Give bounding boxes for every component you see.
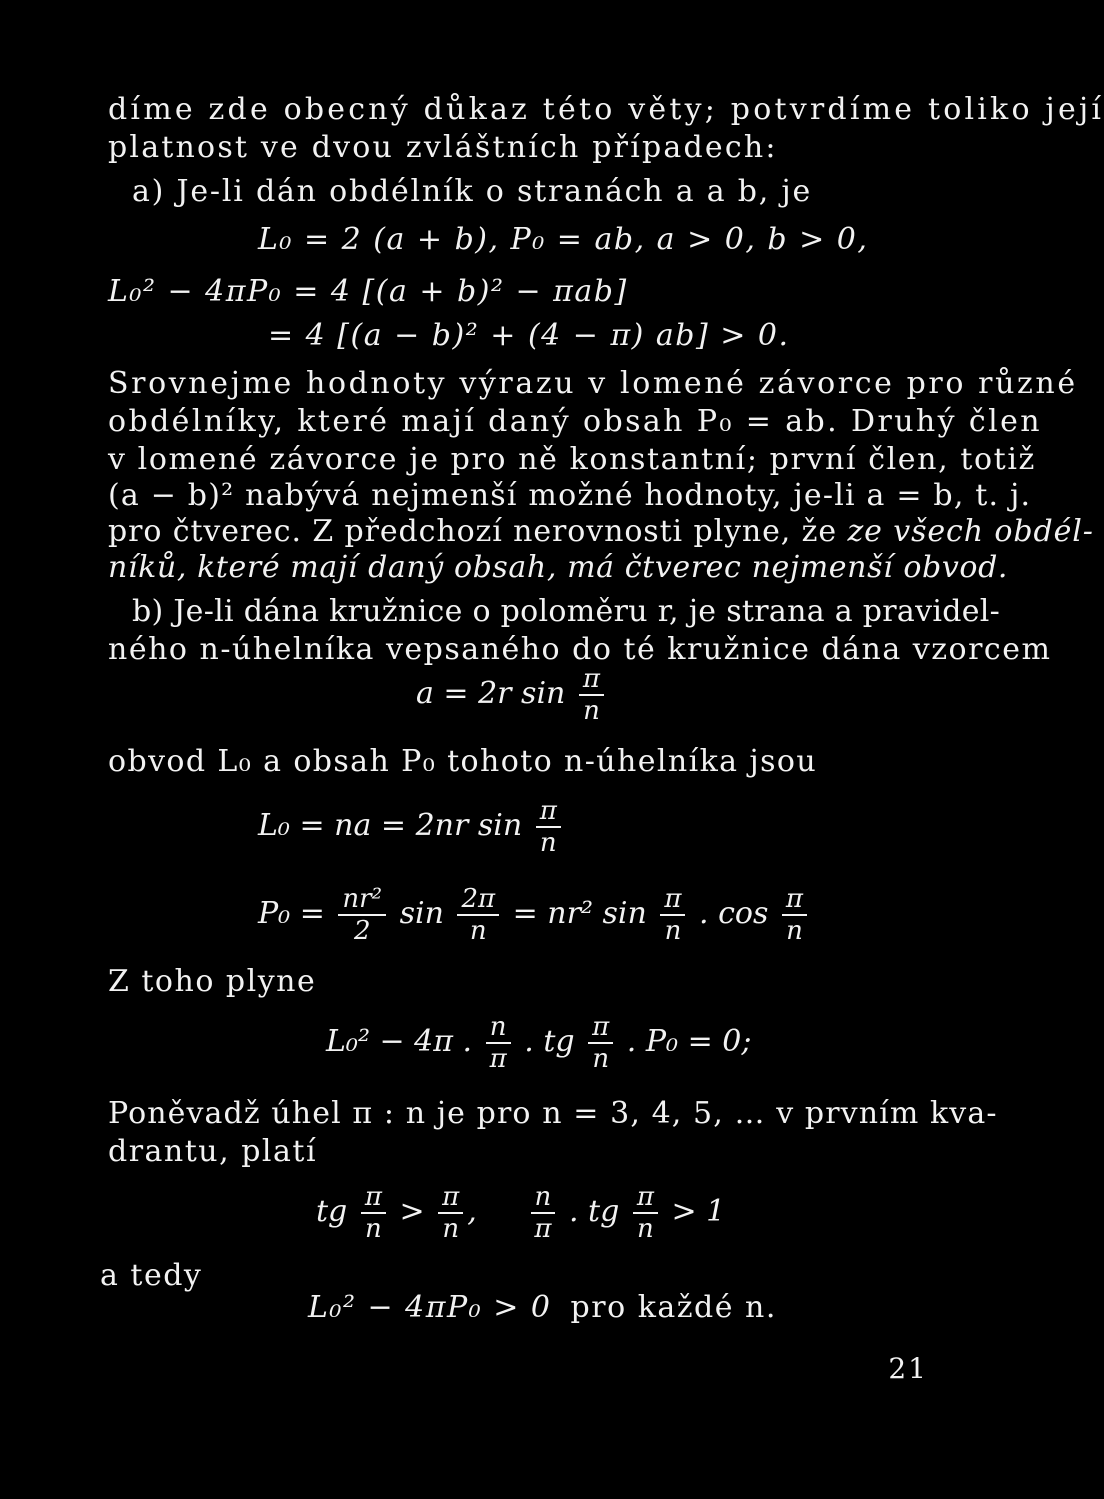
fraction-pi-over-n: $\frac{\pi}{n}$ (633, 1182, 658, 1244)
equation-relation (326, 1012, 751, 1074)
fraction-pi-over-n: $\frac{\pi}{n}$ (536, 796, 561, 858)
fraction-pi-over-n: $\frac{\pi}{n}$ (579, 664, 604, 726)
equation-isoperimetric-2: = 4 [(a − b)² + (4 − π) ab] > 0. (268, 318, 790, 353)
text-line-2: platnost ve dvou zvláštních případech: (108, 130, 778, 165)
equation-inequality (316, 1182, 725, 1244)
eq-side-lhs: a = 2r sin (416, 676, 566, 711)
eq-ineq-tg: tg (316, 1194, 348, 1229)
text-line-8-emphasis: ze všech obdél- (847, 514, 1094, 549)
text-line-3: a) Je-li dán obdélník o stranách a a b, je (132, 174, 813, 209)
text-line-12: obvod L₀ a obsah P₀ tohoto n-úhelníka jsou (108, 744, 818, 779)
text-line-8 (108, 514, 1094, 550)
text-line-11: ného n-úhelníka vepsaného do té kružnice dána vzorcem (108, 632, 1052, 667)
text-line-6: v lomené závorce je pro ně konstantní; první člen, totiž (108, 442, 1036, 477)
eq-ineq-tg2: . tg (568, 1194, 620, 1229)
fraction-pi-over-n: $\frac{\pi}{n}$ (361, 1182, 386, 1244)
fraction-pi-over-n: $\frac{\pi}{n}$ (782, 884, 807, 946)
text-line-9: níků, které mají daný obsah, má čtverec nejmenší obvod. (108, 550, 1009, 585)
eq-ineq-comma: , (467, 1194, 477, 1229)
fraction-pi-over-n: $\frac{\pi}{n}$ (438, 1182, 463, 1244)
fraction-2pi-over-n: $\frac{2\pi}{n}$ (457, 884, 499, 946)
text-line-10: b) Je-li dána kružnice o poloměru r, je strana a pravidel- (132, 594, 1001, 629)
equation-side-length (416, 664, 608, 726)
text-line-13: Z toho plyne (108, 964, 317, 999)
text-line-1: díme zde obecný důkaz této věty; potvrdíme toliko její (108, 92, 1104, 127)
eq-area-eq: = nr² sin (512, 896, 647, 931)
fraction-pi-over-n: $\frac{\pi}{n}$ (588, 1012, 613, 1074)
equation-rectangle-def: L₀ = 2 (a + b), P₀ = ab, a > 0, b > 0, (258, 222, 869, 257)
fraction-n-over-pi: $\frac{n}{\pi}$ (486, 1012, 511, 1074)
text-line-4: Srovnejme hodnoty výrazu v lomené závorce pro různé (108, 366, 1078, 401)
page-number: 21 (888, 1352, 928, 1385)
equation-area (258, 884, 811, 946)
eq-area-cos: . cos (699, 896, 769, 931)
equation-final (308, 1290, 777, 1326)
eq-final-tail: pro každé n. (570, 1290, 777, 1325)
eq-area-lhs: P₀ = (258, 896, 335, 931)
fraction-nr2-over-2: $\frac{\text{nr²}}{2}$ (338, 884, 386, 946)
fraction-n-over-pi: $\frac{n}{\pi}$ (530, 1182, 555, 1244)
text-line-16: a tedy (100, 1258, 203, 1293)
eq-relation-lhs: L₀² − 4π . (326, 1024, 473, 1059)
eq-perimeter-lhs: L₀ = na = 2nr sin (258, 808, 523, 843)
fraction-pi-over-n: $\frac{\pi}{n}$ (660, 884, 685, 946)
equation-isoperimetric-1: L₀² − 4πP₀ = 4 [(a + b)² − πab] (108, 274, 628, 309)
eq-area-sin: sin (399, 896, 444, 931)
text-line-5: obdélníky, které mají daný obsah P₀ = ab. Druhý člen (108, 404, 1043, 439)
eq-ineq-rhs: > 1 (671, 1194, 726, 1229)
eq-final-main: L₀² − 4πP₀ > 0 (308, 1290, 552, 1325)
eq-relation-rhs: . P₀ = 0; (626, 1024, 752, 1059)
eq-ineq-gt: > (399, 1194, 425, 1229)
text-line-8-start: pro čtverec. Z předchozí nerovnosti plyne, že (108, 514, 848, 549)
text-line-15: drantu, platí (108, 1134, 318, 1169)
eq-relation-tg: . tg (524, 1024, 575, 1059)
text-line-14: Poněvadž úhel π : n je pro n = 3, 4, 5, … v prvním kva- (108, 1096, 998, 1131)
text-line-7: (a − b)² nabývá nejmenší možné hodnoty, je-li a = b, t. j. (108, 478, 1032, 513)
equation-perimeter (258, 796, 565, 858)
